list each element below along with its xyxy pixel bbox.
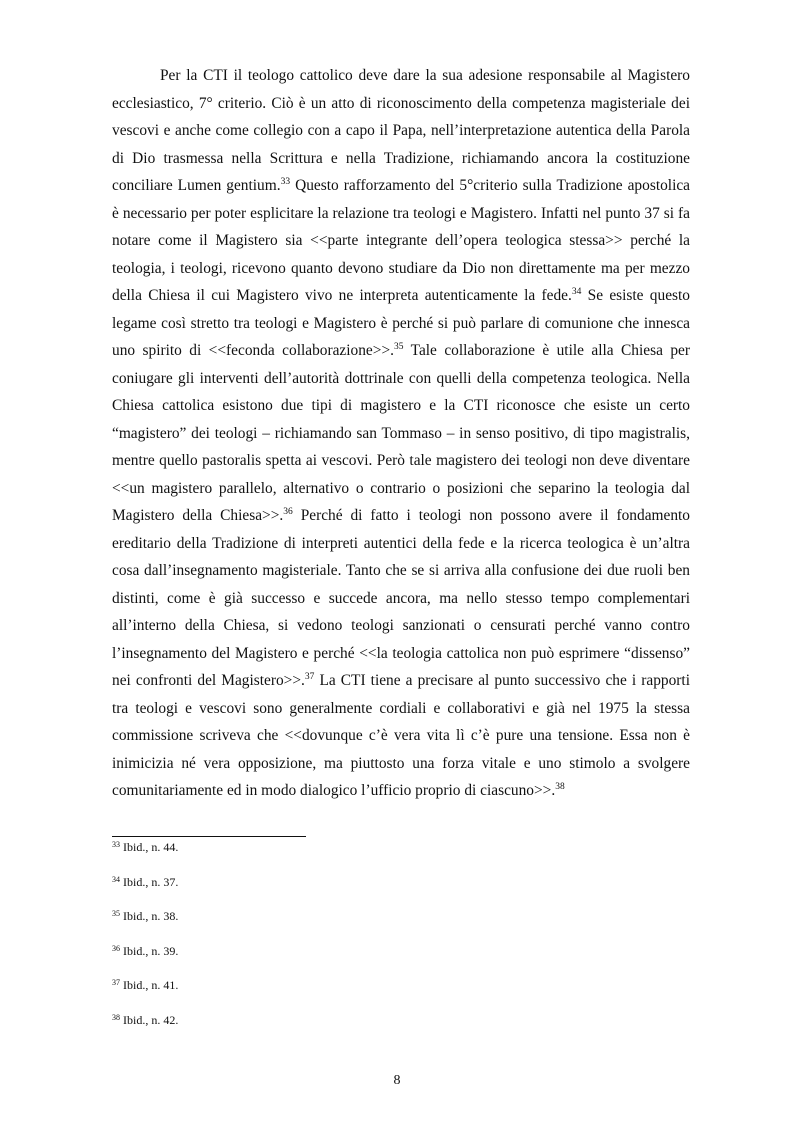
footnote-text: Ibid., n. 39.: [120, 943, 179, 958]
footnote-ref[interactable]: 36: [283, 507, 293, 517]
footnote-text: Ibid., n. 41.: [120, 978, 179, 993]
footnote-text: Ibid., n. 37.: [120, 874, 179, 889]
footnote-text: Ibid., n. 44.: [120, 840, 179, 854]
footnote-ref[interactable]: 38: [555, 782, 565, 792]
footnote-number: 38: [112, 1012, 120, 1022]
text-segment: La CTI tiene a precisare al punto successivo che i rapporti tra teologi e vescovi sono generalmente cordiali e collaborativi e già nel 1975 la stessa commissione scriveva che <<dovunque c’è vera vita lì c’è pure una tensione. Essa non è inimicizia né vera opposizione, ma piuttosto una forza vitale e uno stimolo a svolgere comunitariamente ed in modo dialogico l’ufficio proprio di ciascuno>>.: [112, 672, 690, 799]
footnote-ref[interactable]: 37: [304, 672, 315, 682]
main-text: [112, 62, 690, 805]
footnote-text: Ibid., n. 38.: [120, 909, 179, 924]
text-segment: Questo rafforzamento del 5°criterio sulla Tradizione apostolica è necessario per poter esplicitare la relazione tra teologi e Magistero. Infatti nel punto 37 si fa notare come il Magistero sia <<parte integrante dell’opera teologica stessa>> perché la teologia, i teologi, ricevono quanto devono studiare da Dio non direttamente ma per mezzo della Chiesa il cui Magistero vivo ne interpreta autenticamente la fede.: [112, 177, 691, 304]
footnote-text: Ibid., n. 42.: [120, 1012, 179, 1027]
footnote-ref[interactable]: 33: [280, 177, 291, 187]
footnote-separator: [112, 836, 306, 837]
footnote: [112, 978, 690, 1013]
footnote-number: 36: [112, 943, 120, 953]
footnote: [112, 909, 690, 944]
text-segment: Tale collaborazione è utile alla Chiesa per coniugare gli interventi dell’autorità dottrinale con quelli della competenza teologica. Nella Chiesa cattolica esistono due tipi di magistero e la CTI riconosce che esiste un certo “magistero” dei teologi – richiamando san Tommaso – in senso positivo, di tipo magistralis, mentre quello pastoralis spetta ai vescovi. Però tale magistero dei teologi non deve diventare <<un magistero parallelo, alternativo o contrario o posizioni che separino la teologia dal Magistero della Chiesa>>.: [112, 342, 690, 524]
footnote-ref[interactable]: 35: [393, 342, 404, 352]
footnote: [112, 944, 690, 979]
footnote-number: 37: [112, 978, 120, 988]
text-segment: Per la CTI il teologo cattolico deve dare la sua adesione responsabile al Magistero ecclesiastico, 7° criterio. Ciò è un atto di riconoscimento della competenza magisteriale dei vescovi e anche come collegio con a capo il Papa, nell’interpretazione autentica della Parola di Dio trasmessa nella Scrittura e nella Tradizione, richiamando ancora la costituzione conciliare Lumen gentium.: [112, 67, 690, 194]
footnote-number: 33: [112, 840, 120, 849]
footnote: [112, 1013, 690, 1048]
footnote-ref[interactable]: 34: [571, 287, 582, 297]
body-paragraph: [112, 62, 690, 805]
page-number: 8: [393, 1073, 401, 1088]
footnote-number: 34: [112, 874, 120, 884]
footnote: [112, 840, 690, 875]
footnote: [112, 875, 690, 910]
text-segment: Perché di fatto i teologi non possono avere il fondamento ereditario della Tradizione di interpreti autentici della fede e la ricerca teologica è un’altra cosa dall’insegnamento magisteriale. Tanto che se si arriva alla confusione dei due ruoli ben distinti, come è già successo e succede ancora, ma nello stesso tempo complementari all’interno della Chiesa, si vedono teologi sanzionati o censurati perché vanno contro l’insegnamento del Magistero e perché <<la teologia cattolica non può esprimere “dissenso” nei confronti del Magistero>>.: [112, 507, 690, 689]
text-segment: Se esiste questo legame così stretto tra teologi e Magistero è perché si può parlare di comunione che innesca uno spirito di <<feconda collaborazione>>.: [112, 287, 690, 359]
footnote-number: 35: [112, 909, 120, 919]
footnotes: [112, 840, 690, 1048]
